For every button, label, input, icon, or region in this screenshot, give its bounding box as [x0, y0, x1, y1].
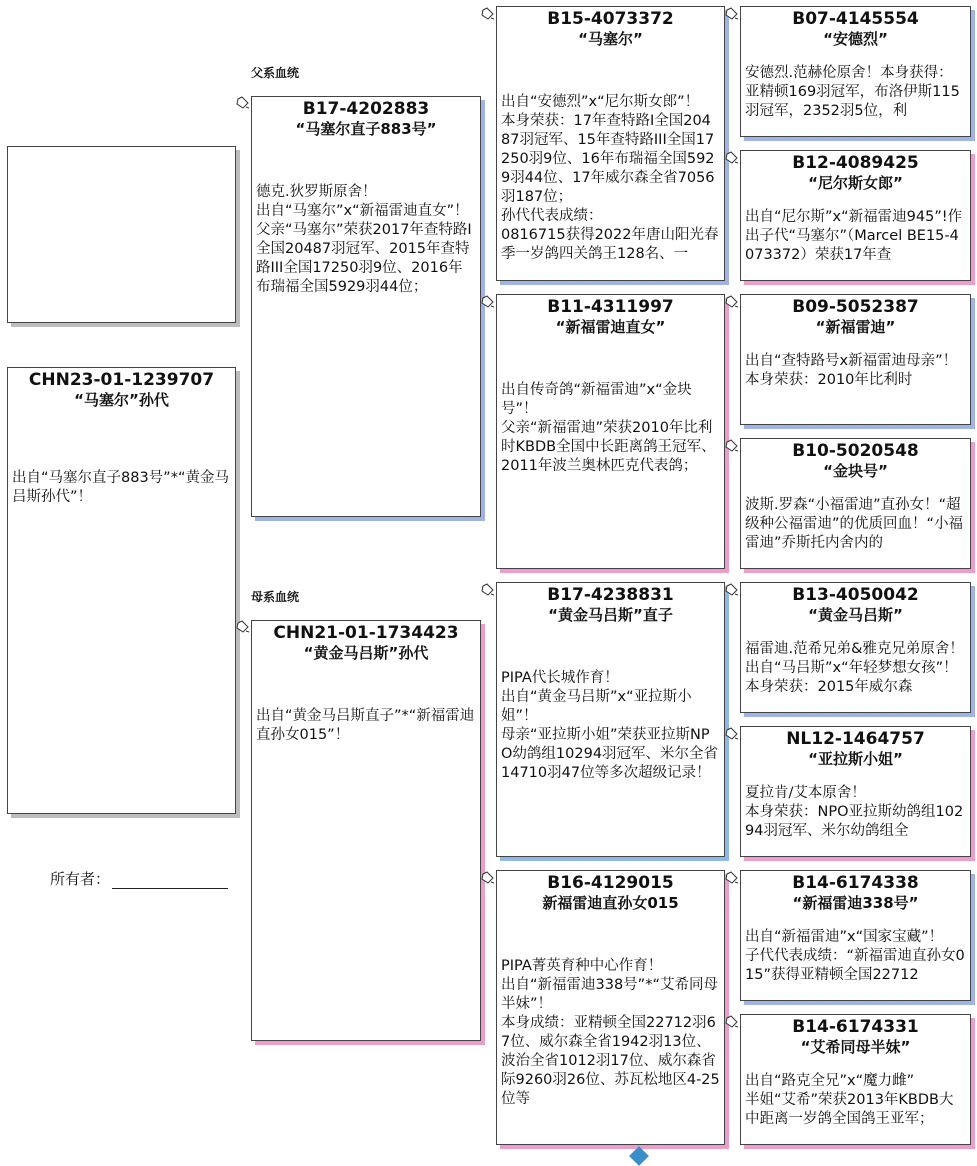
- pigeon-description: 出自“安德烈”x“尼尔斯女郎”！ 本身荣获：17年查特路I全国20487羽冠军、15年查特路III全国17250羽9位、16年布瑞福全国5929羽44位、17年威尔森全省7056羽187位； 孙代代表成绩： 0816715获得2022年唐山阳光春季一岁鸽四关鸽王128名、一: [501, 94, 719, 262]
- pigeon-name: “安德烈”: [823, 30, 888, 48]
- pigeon-description: 波斯.罗森“小福雷迪”直孙女！“超级种公福雷迪”的优质回血！“小福雷迪”乔斯托内舍内的: [745, 497, 964, 551]
- pigeon-name: “黄金马吕斯”孙代: [303, 644, 429, 662]
- edit-icon[interactable]: [481, 7, 495, 20]
- photo-placeholder: [7, 146, 236, 323]
- edit-icon[interactable]: [236, 96, 250, 109]
- decorative-diamond: [629, 1146, 649, 1166]
- edit-icon[interactable]: [725, 1015, 739, 1028]
- pigeon-name: “黄金马吕斯”: [808, 606, 903, 624]
- owner-field: [50, 868, 228, 889]
- edit-icon[interactable]: [236, 620, 250, 633]
- pigeon-description: 出自“马塞尔直子883号”*“黄金马吕斯孙代”！: [12, 470, 229, 505]
- maternal-section-label: 母系血统: [251, 590, 300, 604]
- sire-card: [251, 96, 481, 517]
- pigeon-description: 出自传奇鸽“新福雷迪”x“金块号”！ 父亲“新福雷迪”荣获2010年比利时KBDB全国中长距离鸽王冠军、2011年波兰奥林匹克代表鸽；: [501, 382, 716, 474]
- pigeon-description: 福雷迪.范希兄弟&雅克兄弟原舍！出自“马吕斯”x“年轻梦想女孩”！本身荣获：2015年威尔森: [745, 641, 964, 695]
- sire-dam-dam-card: [740, 438, 971, 569]
- pigeon-description: 出自“新福雷迪”x“国家宝藏”！ 子代代表成绩：“新福雷迪直孙女015”获得亚精顿全国22712: [745, 929, 965, 983]
- edit-icon[interactable]: [725, 727, 739, 740]
- ring-number: B15-4073372: [547, 9, 674, 29]
- owner-blank-line: [112, 874, 228, 889]
- pigeon-description: 出自“尼尔斯”x“新福雷迪945”!作出子代“马塞尔”（Marcel BE15-4073372）荣获17年查: [745, 209, 963, 263]
- dam-dam-sire-card: [740, 870, 971, 1001]
- pigeon-name: “新福雷迪338号”: [792, 894, 919, 912]
- edit-icon[interactable]: [725, 151, 739, 164]
- pigeon-name: “新福雷迪直女”: [555, 318, 666, 336]
- ring-number: B14-6174338: [792, 873, 919, 893]
- ring-number: CHN21-01-1734423: [273, 623, 459, 643]
- ring-number: CHN23-01-1239707: [28, 370, 215, 390]
- sire-sire-card: [496, 6, 725, 281]
- ring-number: NL12-1464757: [786, 729, 925, 749]
- ring-number: B12-4089425: [792, 153, 919, 173]
- edit-icon[interactable]: [725, 439, 739, 452]
- dam-sire-card: [496, 582, 725, 857]
- pigeon-name: “马塞尔”孙代: [74, 391, 169, 409]
- sire-dam-sire-card: [740, 294, 971, 425]
- dam-dam-dam-card: [740, 1014, 971, 1145]
- pigeon-name: “新福雷迪”: [815, 318, 896, 336]
- ring-number: B11-4311997: [547, 297, 674, 317]
- pigeon-description: 出自“黄金马吕斯直子”*“新福雷迪直孙女015”！: [256, 708, 475, 743]
- ring-number: B09-5052387: [792, 297, 919, 317]
- ring-number: B10-5020548: [792, 441, 919, 461]
- ring-number: B13-4050042: [792, 585, 919, 605]
- paternal-section-label: 父系血统: [251, 66, 300, 80]
- dam-dam-card: [496, 870, 725, 1145]
- edit-icon[interactable]: [725, 7, 739, 20]
- pigeon-description: 德克.狄罗斯原舍！ 出自“马塞尔”x“新福雷迪直女”！ 父亲“马塞尔”荣获2017年查特路I全国20487羽冠军、2015年查特路III全国17250羽9位、2016年布瑞福全国5929羽44位；: [256, 184, 472, 295]
- ring-number: B17-4238831: [547, 585, 674, 605]
- pigeon-name: “尼尔斯女郎”: [808, 174, 903, 192]
- pigeon-name: “黄金马吕斯”直子: [548, 606, 673, 624]
- pigeon-description: PIPA菁英育种中心作育！ 出自“新福雷迪338号”*“艾希同母半妹”！ 本身成绩：亚精顿全国22712羽67位、威尔森全省1942羽13位、波治全省1012羽17位、威尔森省际9260羽26位、苏瓦松地区4-25位等: [501, 958, 720, 1107]
- dam-sire-sire-card: [740, 582, 971, 713]
- pigeon-description: 夏拉肯/艾本原舍！ 本身荣获：NPO亚拉斯幼鸽组10294羽冠军、米尔幼鸽组全: [745, 785, 964, 839]
- edit-icon[interactable]: [725, 295, 739, 308]
- sire-sire-dam-card: [740, 150, 971, 281]
- owner-label: 所有者：: [50, 870, 111, 888]
- pigeon-name: “金块号”: [823, 462, 888, 480]
- pigeon-name: “艾希同母半妹”: [800, 1038, 911, 1056]
- ring-number: B16-4129015: [547, 873, 674, 893]
- sire-dam-card: [496, 294, 725, 569]
- ring-number: B14-6174331: [792, 1017, 919, 1037]
- pigeon-description: PIPA代长城作育！ 出自“黄金马吕斯”x“亚拉斯小姐”！ 母亲“亚拉斯小姐”荣获亚拉斯NPO幼鸽组10294羽冠军、米尔全省14710羽47位等多次超级记录！: [501, 670, 719, 781]
- pigeon-name: “马塞尔”: [578, 30, 643, 48]
- ring-number: B17-4202883: [302, 99, 430, 119]
- pigeon-description: 出自“查特路号x新福雷迪母亲”！ 本身荣获：2010年比利时: [745, 353, 958, 388]
- edit-icon[interactable]: [725, 583, 739, 596]
- dam-sire-dam-card: [740, 726, 971, 857]
- pigeon-description: 出自“路克全兄”x“魔力雌” 半姐“艾希”荣获2013年KBDB大中距离一岁鸽全国鸽王亚军；: [745, 1073, 954, 1127]
- pigeon-name: “马塞尔直子883号”: [295, 120, 437, 138]
- subject-pigeon-card: [7, 367, 236, 814]
- edit-icon[interactable]: [481, 295, 495, 308]
- sire-sire-sire-card: [740, 6, 971, 137]
- edit-icon[interactable]: [481, 583, 495, 596]
- pigeon-name: 新福雷迪直孙女015: [542, 894, 679, 912]
- ring-number: B07-4145554: [792, 9, 919, 29]
- edit-icon[interactable]: [725, 871, 739, 884]
- edit-icon[interactable]: [481, 871, 495, 884]
- pigeon-name: “亚拉斯小姐”: [808, 750, 903, 768]
- pigeon-description: 安德烈.范赫伦原舍！本身获得：亚精顿169羽冠军，布洛伊斯115羽冠军，2352羽5位，利: [745, 65, 960, 119]
- dam-card: [251, 620, 481, 1041]
